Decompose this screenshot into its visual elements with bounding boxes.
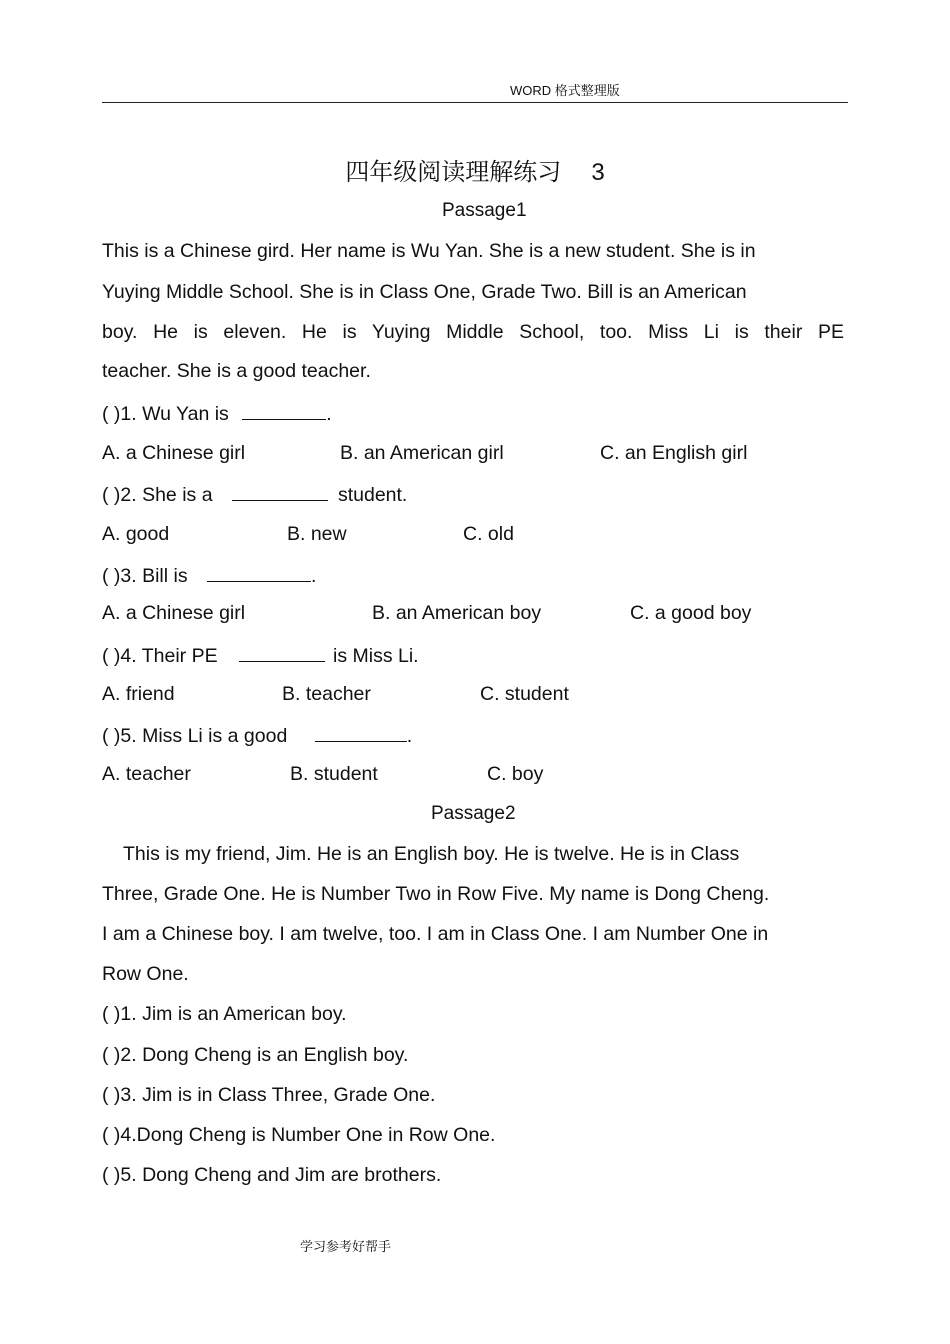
option-c: C. old — [463, 523, 514, 545]
question-text: ( )4. Their PE — [102, 645, 218, 667]
question-text-end: . — [406, 725, 413, 747]
question-3 — [102, 563, 316, 588]
true-false-statement: ( )4.Dong Cheng is Number One in Row One. — [102, 1124, 496, 1146]
question-2 — [102, 482, 407, 507]
option-a: A. good — [102, 523, 170, 545]
true-false-statement: ( )3. Jim is in Class Three, Grade One. — [102, 1084, 436, 1106]
answer-blank — [242, 401, 326, 420]
question-text-end: . — [311, 565, 317, 587]
option-b: B. new — [287, 523, 347, 545]
passage2-line: Three, Grade One. He is Number Two in Row Five. My name is Dong Cheng. — [102, 883, 770, 905]
answer-blank — [207, 563, 311, 582]
option-c: C. student — [480, 683, 569, 705]
option-b: B. teacher — [282, 683, 371, 705]
page-footer: 学习参考好帮手 — [300, 1240, 392, 1255]
passage1-line: boy. He is eleven. He is Yuying Middle School, too. Miss Li is their PE — [102, 321, 844, 343]
option-b: B. an American boy — [372, 602, 542, 624]
passage1-heading: Passage1 — [442, 200, 527, 221]
answer-blank — [239, 643, 325, 662]
question-4 — [102, 643, 419, 668]
passage2-line: I am a Chinese boy. I am twelve, too. I am in Class One. I am Number One in — [102, 923, 769, 945]
question-text: ( )3. Bill is — [102, 565, 188, 587]
option-c: C. an English girl — [600, 442, 748, 464]
question-text: ( )5. Miss Li is a good — [102, 725, 288, 747]
title-number: 3 — [591, 159, 605, 186]
question-5 — [102, 723, 412, 748]
title-text: 四年级阅读理解练习 — [345, 158, 562, 186]
true-false-statement: ( )1. Jim is an American boy. — [102, 1003, 347, 1025]
true-false-statement: ( )5. Dong Cheng and Jim are brothers. — [102, 1164, 442, 1186]
passage1-line: teacher. She is a good teacher. — [102, 360, 371, 382]
option-b: B. an American girl — [340, 442, 504, 464]
option-a: A. friend — [102, 683, 175, 705]
question-text: ( )1. Wu Yan is — [102, 403, 229, 425]
option-a: A. teacher — [102, 763, 191, 785]
answer-blank — [315, 723, 407, 742]
passage2-line: Row One. — [102, 963, 189, 985]
passage2-line: This is my friend, Jim. He is an English boy. He is twelve. He is in Class — [123, 843, 740, 865]
question-text-end: . — [326, 403, 332, 425]
header-divider — [102, 102, 848, 103]
answer-blank — [232, 482, 328, 501]
option-c: C. a good boy — [630, 602, 752, 624]
option-c: C. boy — [487, 763, 544, 785]
true-false-statement: ( )2. Dong Cheng is an English boy. — [102, 1044, 409, 1066]
passage2-heading: Passage2 — [431, 803, 516, 824]
page-header-label: WORD 格式整理版 — [510, 83, 620, 98]
passage1-line: This is a Chinese gird. Her name is Wu Yan. She is a new student. She is in — [102, 240, 756, 262]
option-b: B. student — [290, 763, 378, 785]
question-text-end: student. — [337, 484, 408, 506]
question-1 — [102, 401, 332, 426]
question-text: ( )2. She is a — [102, 484, 213, 506]
option-a: A. a Chinese girl — [102, 602, 246, 624]
question-text-end: is Miss Li. — [333, 645, 419, 667]
option-a: A. a Chinese girl — [102, 442, 246, 464]
passage1-line: Yuying Middle School. She is in Class One, Grade Two. Bill is an American — [102, 281, 747, 303]
page-title — [0, 152, 950, 187]
